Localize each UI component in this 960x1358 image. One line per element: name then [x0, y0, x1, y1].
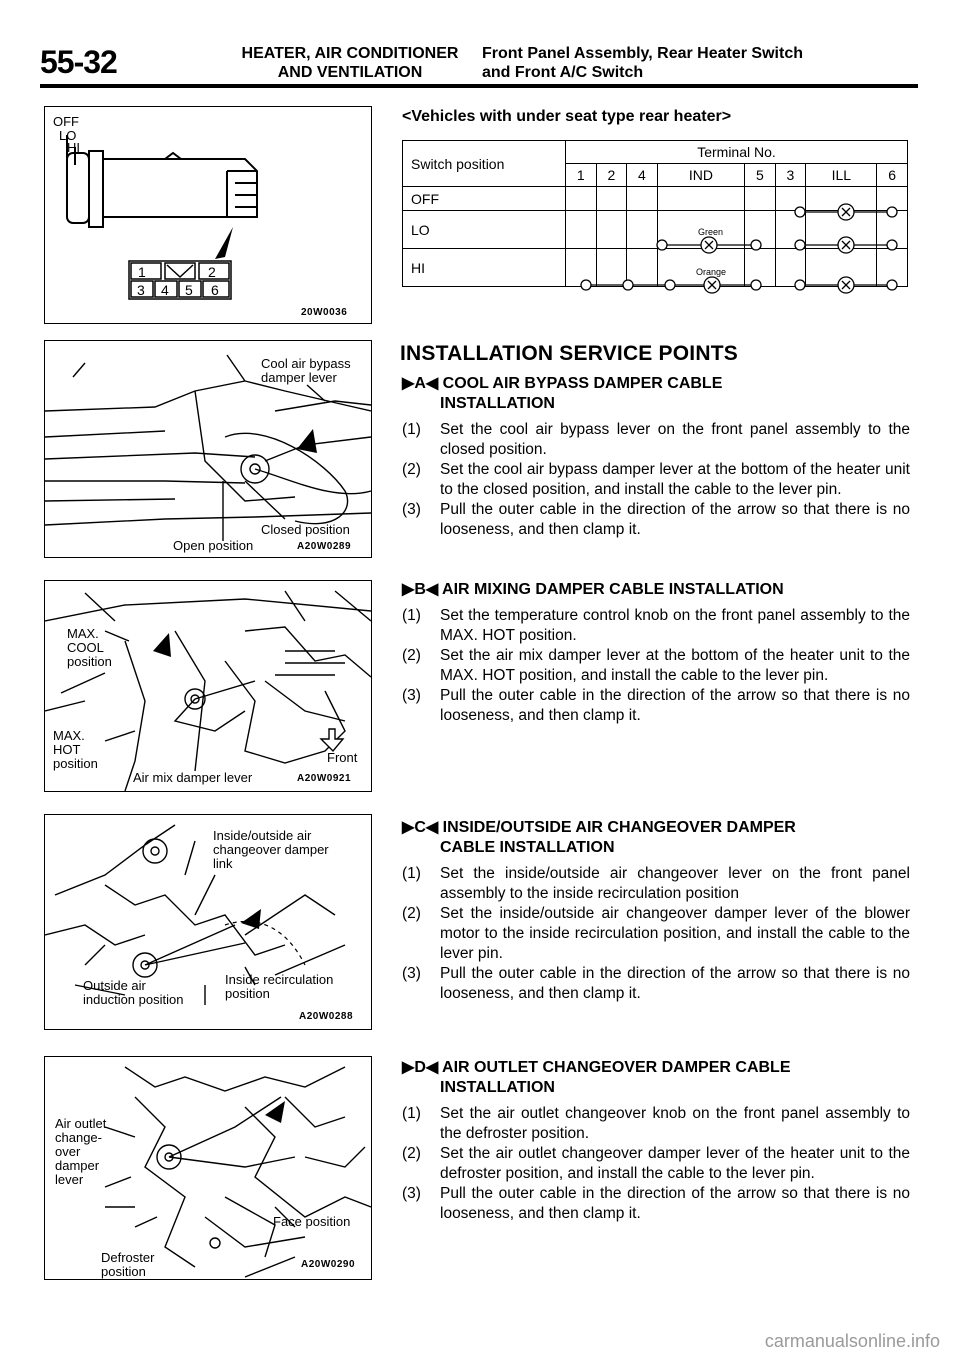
step-text: Set the cool air bypass lever on the front panel assembly to the closed position. [440, 421, 910, 458]
topic-title [482, 44, 803, 82]
section-title-line: CABLE INSTALLATION [440, 839, 615, 856]
outlet-lever-label: Air outlet change-over damper lever [55, 1116, 107, 1187]
air-outlet-figure [44, 1056, 372, 1280]
list-item [402, 904, 910, 964]
section-title-line1: HEATER, AIR CONDITIONER [241, 45, 459, 62]
terminal-4-label: 4 [161, 282, 169, 298]
switch-lo-label: LO [59, 128, 77, 143]
switch-position-header: Switch position [403, 141, 566, 187]
step-text: Pull the outer cable in the direction of the arrow so that there is no looseness, and then clamp it. [440, 1185, 910, 1222]
terminal-5-label: 5 [185, 282, 193, 298]
figure-code: A20W0288 [299, 1011, 354, 1022]
step-number: (1) [402, 607, 421, 624]
installation-heading: INSTALLATION SERVICE POINTS [400, 342, 738, 365]
step-text: Set the temperature control knob on the front panel assembly to the MAX. HOT position. [440, 607, 910, 644]
step-text: Set the inside/outside air changeover lever on the front panel assembly to the inside recirculation position [440, 865, 910, 902]
section-b-title [402, 580, 784, 600]
lo-continuity [657, 237, 897, 253]
step-text: Pull the outer cable in the direction of the arrow so that there is no looseness, and then clamp it. [440, 965, 910, 1002]
inside-outside-figure [44, 814, 372, 1030]
off-continuity [795, 204, 897, 220]
air-mix-lever-label: Air mix damper lever [133, 770, 253, 785]
step-number: (3) [402, 965, 421, 982]
section-title-line: INSTALLATION [440, 395, 555, 412]
marker-left-icon: ◀ [425, 819, 439, 836]
damper-link-label: Inside/outside air changeover damper link [213, 828, 329, 871]
marker-d-icon: ▶ [402, 1059, 415, 1076]
figure-code: A20W0921 [297, 773, 352, 784]
terminal-col: 4 [627, 164, 658, 187]
lamp-color-lo: Green [698, 227, 724, 237]
marker-a-icon: ▶ [402, 375, 415, 392]
defroster-position-label: Defroster position [101, 1250, 155, 1279]
step-text: Set the air outlet changeover knob on the front panel assembly to the defroster position. [440, 1105, 910, 1142]
step-number: (2) [402, 461, 421, 478]
marker-left-icon: ◀ [425, 1059, 439, 1076]
step-text: Pull the outer cable in the direction of the arrow so that there is no looseness, and then clamp it. [440, 501, 910, 538]
list-item [402, 1144, 910, 1184]
table-caption: <Vehicles with under seat type rear heater> [402, 108, 732, 125]
step-number: (3) [402, 501, 421, 518]
list-item [402, 420, 910, 460]
terminal-header: Terminal No. [566, 141, 908, 164]
figure-code: A20W0289 [297, 541, 352, 552]
closed-position-label: Closed position [261, 522, 350, 537]
step-number: (2) [402, 905, 421, 922]
section-a-steps [402, 420, 910, 540]
section-a-title [402, 374, 722, 414]
step-text: Set the air mix damper lever at the bottom of the heater unit to the MAX. HOT position, and install the cable to the lever pin. [440, 647, 910, 684]
topic-title-line2: and Front A/C Switch [482, 64, 644, 81]
list-item [402, 460, 910, 500]
list-item [402, 686, 910, 726]
terminal-col: 1 [566, 164, 597, 187]
step-text: Set the cool air bypass damper lever at the bottom of the heater unit to the closed position, and install the cable to the lever pin. [440, 461, 910, 498]
terminal-2-label: 2 [208, 264, 216, 280]
marker-b-icon: ▶ [402, 581, 415, 598]
row-label-lo: LO [403, 211, 566, 249]
terminal-col: 5 [745, 164, 776, 187]
air-mix-figure [44, 580, 372, 792]
max-cool-label: MAX. COOL position [67, 626, 112, 669]
section-title-line: AIR MIXING DAMPER CABLE INSTALLATION [442, 581, 784, 598]
step-number: (1) [402, 421, 421, 438]
section-title-line: AIR OUTLET CHANGEOVER DAMPER CABLE [442, 1059, 791, 1076]
face-position-label: Face position [273, 1214, 351, 1229]
section-b-steps [402, 606, 910, 726]
front-label: Front [327, 750, 358, 765]
marker-left-icon: ◀ [425, 375, 439, 392]
figure-code: 20W0036 [301, 307, 348, 318]
hi-continuity [581, 277, 897, 293]
section-c-steps [402, 864, 910, 1004]
step-text: Set the air outlet changeover damper lever of the heater unit to the defroster position, and install the cable to the lever pin. [440, 1145, 910, 1182]
list-item [402, 606, 910, 646]
marker-left-icon: ◀ [425, 581, 439, 598]
terminal-col: 3 [775, 164, 806, 187]
section-title-line: INSIDE/OUTSIDE AIR CHANGEOVER DAMPER [442, 819, 796, 836]
section-d-title [402, 1058, 791, 1098]
switch-off-label: OFF [53, 114, 79, 129]
switch-figure [44, 106, 372, 324]
step-number: (3) [402, 687, 421, 704]
list-item [402, 1104, 910, 1144]
switch-drawing [45, 107, 371, 323]
switch-hi-label: HI [67, 140, 80, 155]
terminal-col: ILL [806, 164, 877, 187]
list-item [402, 964, 910, 1004]
section-d-steps [402, 1104, 910, 1224]
step-number: (1) [402, 1105, 421, 1122]
step-text: Pull the outer cable in the direction of the arrow so that there is no looseness, and then clamp it. [440, 687, 910, 724]
lamp-color-hi: Orange [696, 267, 727, 277]
section-c-title [402, 818, 796, 858]
watermark: carmanualsonline.info [764, 1331, 940, 1351]
section-title-line2: AND VENTILATION [277, 64, 423, 81]
cool-bypass-figure [44, 340, 372, 558]
step-number: (3) [402, 1185, 421, 1202]
section-marker: B [414, 581, 426, 598]
inside-recirculation-label: Inside recirculation position [225, 972, 334, 1001]
header-rule [40, 84, 918, 88]
list-item [402, 864, 910, 904]
terminal-col: 2 [596, 164, 627, 187]
terminal-col: IND [657, 164, 744, 187]
terminal-6-label: 6 [211, 282, 219, 298]
topic-title-line1: Front Panel Assembly, Rear Heater Switch [482, 45, 803, 62]
page-number: 55-32 [40, 44, 117, 80]
section-marker: D [414, 1059, 426, 1076]
list-item [402, 1184, 910, 1224]
section-title [230, 44, 470, 82]
step-text: Set the inside/outside air changeover damper lever of the blower motor to the inside recirculation position, and install the cable to the lever pin. [440, 905, 910, 962]
row-label-off: OFF [403, 187, 566, 211]
list-item [402, 646, 910, 686]
section-title-line: COOL AIR BYPASS DAMPER CABLE [442, 375, 723, 392]
list-item [402, 500, 910, 540]
terminal-1-label: 1 [138, 264, 146, 280]
terminal-3-label: 3 [137, 282, 145, 298]
max-hot-label: MAX. HOT position [53, 728, 98, 771]
row-label-hi: HI [403, 249, 566, 287]
terminal-col: 6 [877, 164, 908, 187]
continuity-diagram [402, 140, 912, 310]
step-number: (2) [402, 647, 421, 664]
marker-c-icon: ▶ [402, 819, 415, 836]
figure-code: A20W0290 [301, 1259, 356, 1270]
step-number: (1) [402, 865, 421, 882]
section-marker: C [414, 819, 426, 836]
cool-bypass-lever-label: Cool air bypass damper lever [261, 356, 351, 385]
section-marker: A [414, 375, 426, 392]
step-number: (2) [402, 1145, 421, 1162]
section-title-line: INSTALLATION [440, 1079, 555, 1096]
open-position-label: Open position [173, 538, 254, 553]
outside-air-label: Outside air induction position [83, 978, 184, 1007]
